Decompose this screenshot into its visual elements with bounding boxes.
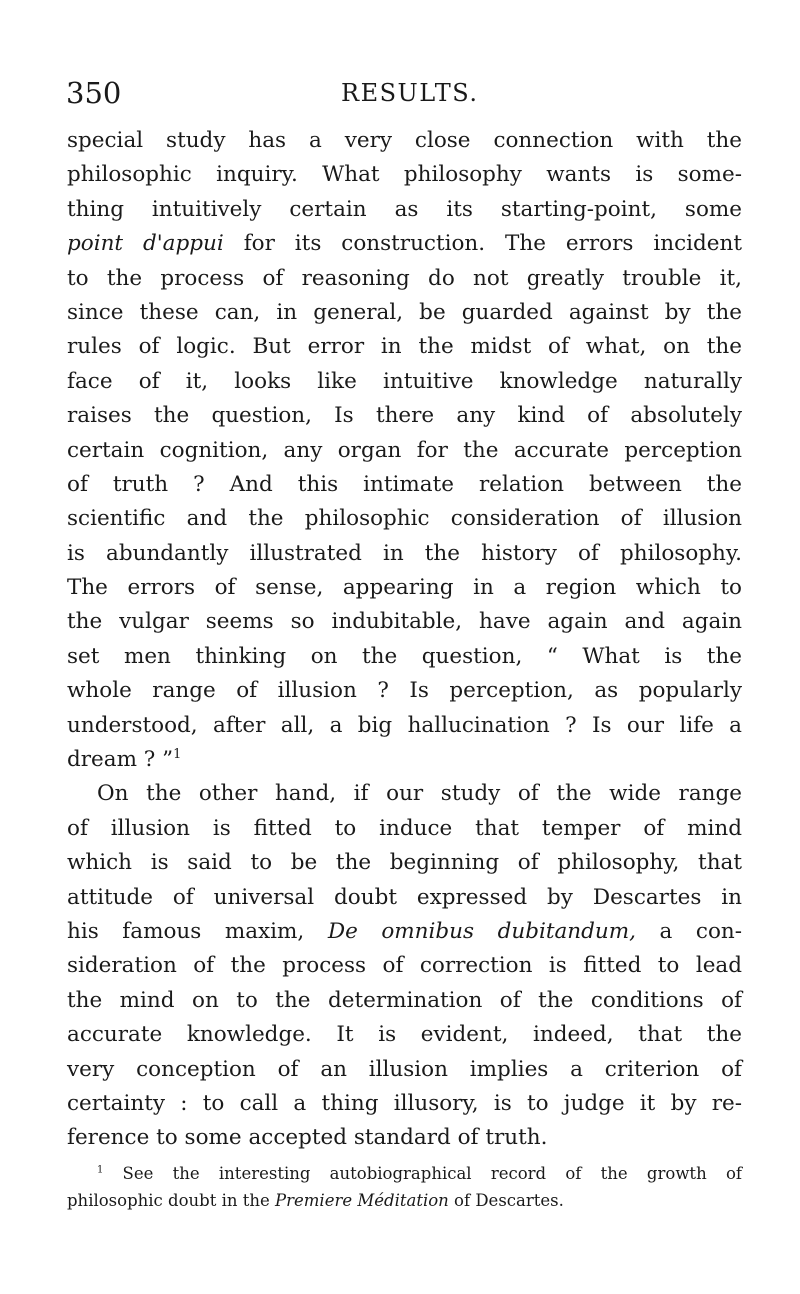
text-fragment: philosophic doubt in the [67, 1191, 276, 1210]
text-line: rules of logic. But error in the midst of what, on the [67, 334, 742, 360]
text-line: philosophic inquiry. What philosophy wants is some- [67, 162, 742, 188]
text-fragment: dream ? ” [67, 747, 174, 773]
footnote-line [67, 1160, 742, 1187]
text-line: certainty : to call a thing illusory, is to judge it by re- [67, 1090, 742, 1116]
text-line [67, 915, 742, 949]
text-line: certain cognition, any organ for the accurate perception [67, 437, 742, 463]
text-line: accurate knowledge. It is evident, indeed, that the [67, 1022, 742, 1048]
running-head [66, 76, 746, 110]
italic-title: Premiere Méditation [275, 1191, 449, 1210]
text-fragment: his famous maxim, [67, 918, 328, 944]
body-text [67, 124, 742, 1156]
text-line: raises the question, Is there any kind of absolutely [67, 403, 742, 429]
italic-phrase: point d'appui [67, 231, 224, 257]
text-line: the vulgar seems so indubitable, have again and again [67, 609, 742, 635]
text-fragment: of Descartes. [448, 1191, 564, 1210]
footnote-mark: 1 [97, 1164, 104, 1176]
text-line: attitude of universal doubt expressed by Descartes in [67, 884, 742, 910]
text-line: scientific and the philosophic consideration of illusion [67, 506, 742, 532]
footnote-line [67, 1187, 742, 1214]
text-line: which is said to be the beginning of philosophy, that [67, 850, 742, 876]
text-line: is abundantly illustrated in the history of philosophy. [67, 540, 742, 566]
text-line: On the other hand, if our study of the wide range [97, 781, 742, 807]
text-line: set men thinking on the question, “ What is the [67, 643, 742, 669]
italic-phrase: De omnibus dubitandum, [327, 918, 636, 944]
text-line: of illusion is fitted to induce that temper of mind [67, 815, 742, 841]
text-line: whole range of illusion ? Is perception, as popularly [67, 678, 742, 704]
text-line: special study has a very close connection with the [67, 128, 742, 153]
text-fragment: a con- [635, 918, 742, 944]
page-number: 350 [66, 76, 122, 110]
text-line: thing intuitively certain as its starting-point, some [67, 196, 742, 222]
text-line: since these can, in general, be guarded against by the [67, 299, 742, 325]
running-title: RESULTS. [341, 79, 479, 107]
footnote-reference: 1 [173, 746, 182, 762]
text-fragment: for its construction. The errors incident [223, 231, 742, 257]
text-line: the mind on to the determination of the conditions of [67, 987, 742, 1013]
text-line [67, 227, 742, 261]
footnote [67, 1160, 742, 1214]
text-fragment: See the interesting autobiographical record of the growth of [103, 1164, 742, 1183]
text-line: The errors of sense, appearing in a region which to [67, 575, 742, 601]
text-line: sideration of the process of correction is fitted to lead [67, 953, 742, 979]
text-line: very conception of an illusion implies a criterion of [67, 1056, 742, 1082]
text-line: face of it, looks like intuitive knowledge naturally [67, 368, 742, 394]
text-line [67, 743, 742, 777]
text-line: understood, after all, a big hallucination ? Is our life a [67, 712, 742, 738]
text-line: ference to some accepted standard of truth. [67, 1125, 548, 1151]
text-line: to the process of reasoning do not greatly trouble it, [67, 265, 742, 291]
text-line: of truth ? And this intimate relation between the [67, 471, 742, 497]
